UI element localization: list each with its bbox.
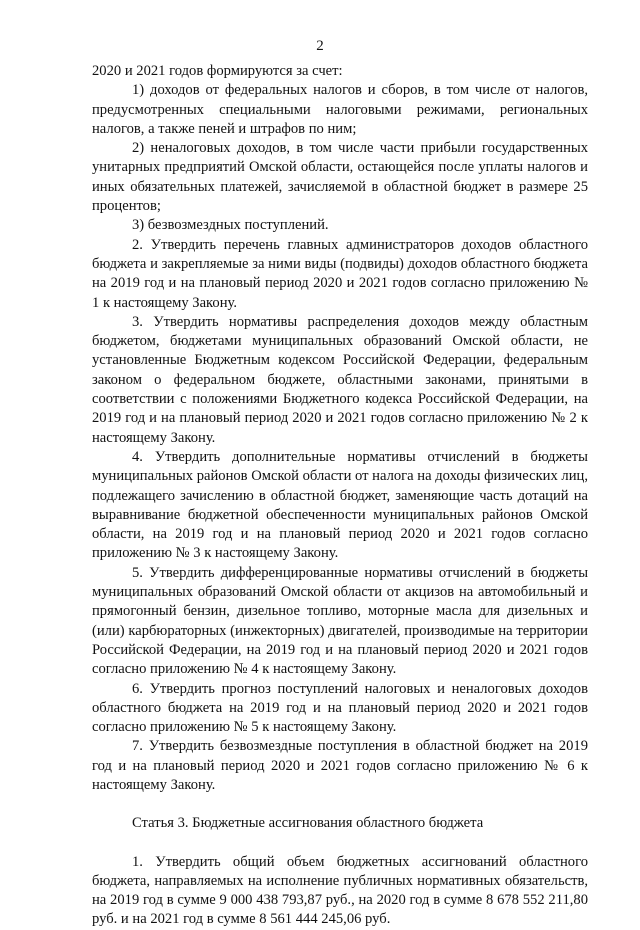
paragraph-point-3: 3. Утвердить нормативы распределения доходов между областным бюджетом, бюджетами муниципальных образований Омской области, не установленные Бюджетным кодексом Российской Федерации, федеральным законом о федеральном бюджете, областными законами, принятыми в соответствии с положениями Бюджетного кодекса Российской Федерации, на 2019 год и на плановый период 2020 и 2021 годов согласно приложению № 2 к настоящему Закону. [92, 313, 588, 446]
article-heading: Статья 3. Бюджетные ассигнования областного бюджета [132, 815, 484, 832]
article-paragraph-1: 1. Утвердить общий объем бюджетных ассигнований областного бюджета, направляемых на исполнение публичных нормативных обязательств, на 2019 год в сумме 9 000 438 793,87 руб., на 2020 год в сумме 8 678 552 211,80 руб. и на 2021 год в сумме 8 561 444 245,06 руб. [92, 853, 588, 928]
paragraph-point-5: 5. Утвердить дифференцированные нормативы отчислений в бюджеты муниципальных образований Омской области от акцизов на автомобильный и прямогонный бензин, дизельное топливо, моторные масла для дизельных и (или) карбюраторных (инжекторных) двигателей, производимые на территории Российской Федерации, на 2019 год и на плановый период 2020 и 2021 годов согласно приложению № 4 к настоящему Закону. [92, 564, 588, 678]
paragraph-point-7: 7. Утвердить безвозмездные поступления в областной бюджет на 2019 год и на плановый период 2020 и 2021 годов согласно приложению № 6 к настоящему Закону. [92, 738, 588, 793]
paragraph-item-1: 1) доходов от федеральных налогов и сборов, в том числе от налогов, предусмотренных специальными налоговыми режимами, региональных налогов, а также пеней и штрафов по ним; [92, 82, 588, 137]
paragraph-item-3: 3) безвозмездных поступлений. [132, 217, 329, 234]
page-number: 2 [316, 38, 324, 54]
paragraph-point-6: 6. Утвердить прогноз поступлений налоговых и неналоговых доходов областного бюджета на 2019 год и на плановый период 2020 и 2021 годов согласно приложению № 5 к настоящему Закону. [92, 680, 588, 736]
paragraph-point-2: 2. Утвердить перечень главных администраторов доходов областного бюджета и закрепляемые за ними виды (подвиды) доходов областного бюджета на 2019 год и на плановый период 2020 и 2021 годов согласно приложению № 1 к настоящему Закону. [92, 236, 588, 311]
paragraph-continuation: 2020 и 2021 годов формируются за счет: [92, 63, 343, 79]
document-body [92, 62, 588, 930]
paragraph-item-2: 2) неналоговых доходов, в том числе части прибыли государственных унитарных предприятий Омской области, остающейся после уплаты налогов и иных обязательных платежей, зачисляемой в областной бюджет в размере 25 процентов; [92, 140, 588, 215]
paragraph-point-4: 4. Утвердить дополнительные нормативы отчислений в бюджеты муниципальных районов Омской области от налога на доходы физических лиц, подлежащего зачислению в областной бюджет, заменяющие часть дотаций на выравнивание бюджетной обеспеченности муниципальных районов Омской области, на 2019 год и на плановый период 2020 и 2021 годов согласно приложению № 3 к настоящему Закону. [92, 448, 588, 562]
